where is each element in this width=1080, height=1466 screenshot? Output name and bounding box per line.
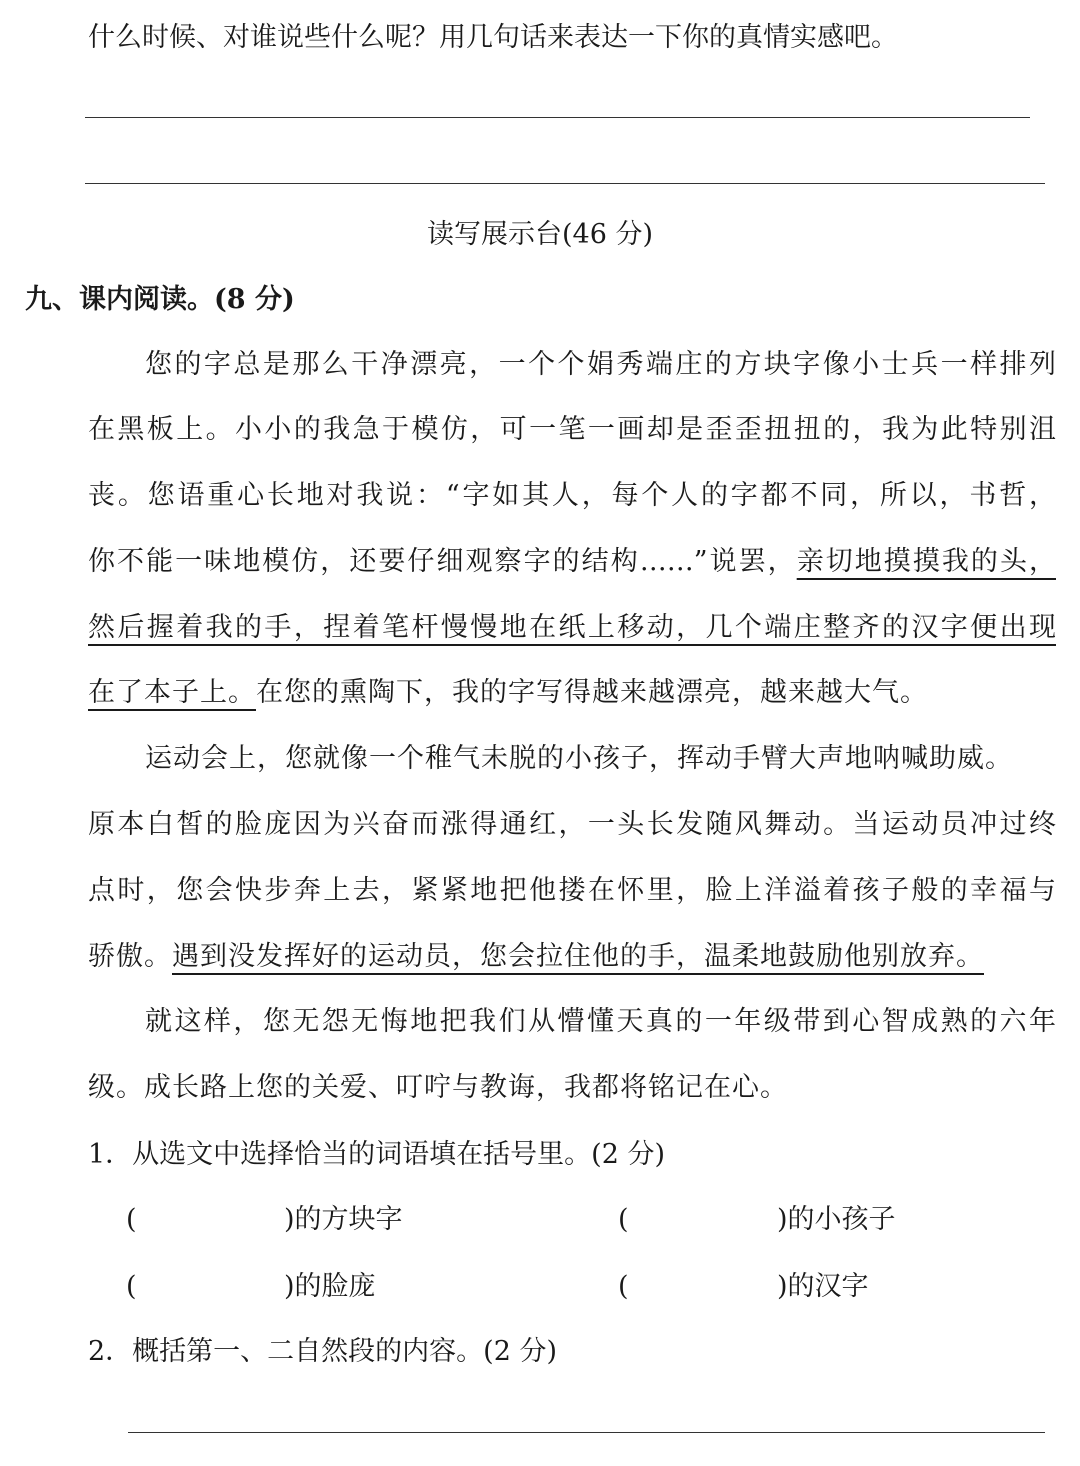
blank-open: ( (618, 1271, 629, 1302)
blank-3[interactable]: )的脸庞 (284, 1271, 376, 1302)
passage-text: 点时，您会快步奔上去，紧紧地把他搂在怀里，脸上洋溢着孩子般的幸福与 (88, 875, 1056, 906)
passage-line (88, 673, 928, 713)
passage-line (88, 608, 1056, 648)
blank-open: ( (126, 1271, 137, 1302)
underlined-sentence: 遇到没发挥好的运动员，您会拉住他的手，温柔地鼓励他别放弃。 (172, 941, 984, 972)
passage-text: 原本白皙的脸庞因为兴奋而涨得通红，一头长发随风舞动。当运动员冲过终 (88, 809, 1056, 840)
underlined-sentence: 亲切地摸摸我的头， (796, 546, 1056, 577)
answer-line[interactable] (85, 117, 1030, 118)
passage-line (88, 937, 984, 977)
passage-text: 你不能一味地模仿，还要仔细观察字的结构……”说罢， (88, 546, 797, 577)
underlined-sentence: 然后握着我的手，捏着笔杆慢慢地在纸上移动，几个端庄整齐的汉字便出现 (88, 612, 1056, 643)
passage-line (88, 542, 1056, 582)
blank-2[interactable]: )的小孩子 (777, 1204, 896, 1235)
question-2: 2．概括第一、二自然段的内容。(2 分) (88, 1336, 558, 1367)
passage-line (145, 739, 1013, 779)
passage-text: 骄傲。 (88, 941, 172, 972)
passage-text: 级。成长路上您的关爱、叮咛与教诲，我都将铭记在心。 (88, 1072, 788, 1103)
passage-line (88, 871, 1056, 911)
passage-text: 在黑板上。小小的我急于模仿，可一笔一画却是歪歪扭扭的，我为此特别沮 (88, 414, 1056, 445)
blank-1[interactable]: )的方块字 (284, 1204, 403, 1235)
passage-text: 运动会上，您就像一个稚气未脱的小孩子，挥动手臂大声地呐喊助威。 (145, 743, 1013, 774)
passage-text: 就这样，您无怨无悔地把我们从懵懂天真的一年级带到心智成熟的六年 (145, 1006, 1056, 1037)
passage-line (145, 345, 1056, 385)
blank-4[interactable]: )的汉字 (777, 1271, 869, 1302)
passage-line (88, 476, 1056, 516)
underlined-sentence: 在了本子上。 (88, 677, 256, 708)
intro-prompt: 什么时候、对谁说些什么呢？用几句话来表达一下你的真情实感吧。 (88, 22, 898, 53)
question-heading: 九、课内阅读。(8 分) (25, 284, 295, 315)
passage-line (88, 805, 1056, 845)
blank-open: ( (126, 1204, 137, 1235)
answer-line[interactable] (128, 1432, 1045, 1433)
passage-text: 您的字总是那么干净漂亮，一个个娟秀端庄的方块字像小士兵一样排列 (145, 349, 1056, 380)
question-1: 1．从选文中选择恰当的词语填在括号里。(2 分) (88, 1139, 666, 1170)
passage-text: 在您的熏陶下，我的字写得越来越漂亮，越来越大气。 (256, 677, 928, 708)
passage-line (88, 1068, 788, 1108)
answer-line[interactable] (85, 183, 1045, 184)
passage-text: 丧。您语重心长地对我说：“字如其人，每个人的字都不同，所以，书哲， (88, 480, 1056, 511)
section-title: 读写展示台(46 分) (426, 219, 653, 250)
passage-line (145, 1002, 1056, 1042)
passage-line (88, 410, 1056, 450)
blank-open: ( (618, 1204, 629, 1235)
